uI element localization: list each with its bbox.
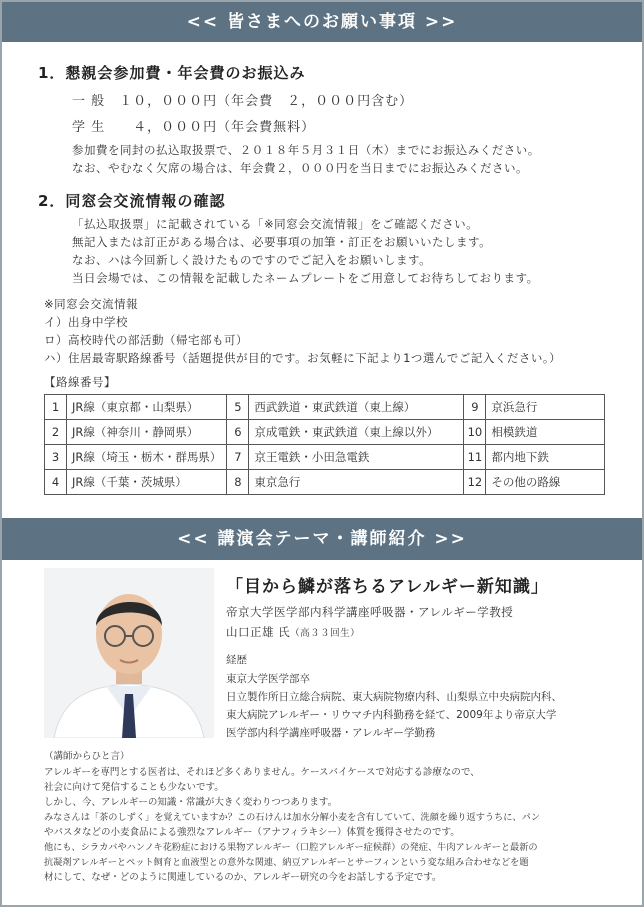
table-row: [45, 420, 605, 445]
message-line: 材にして、なぜ・どのように関連しているのか、アレルギー研究の今をお話しする予定です。: [44, 872, 442, 883]
route-number: 1: [45, 395, 67, 420]
route-name: 京成電鉄・東武鉄道（東上線以外）: [249, 420, 464, 445]
table-row: [45, 445, 605, 470]
route-name: 都内地下鉄: [486, 445, 605, 470]
route-number: 10: [464, 420, 486, 445]
table-row: [45, 395, 605, 420]
career-line: 医学部内科学講座呼吸器・アレルギー学勤務: [226, 727, 436, 739]
lecturer-name-line: [226, 624, 360, 640]
route-number: 11: [464, 445, 486, 470]
route-number: 4: [45, 470, 67, 495]
item2-heading: 2．同窓会交流情報の確認: [38, 192, 226, 210]
lecture-title: 「目から鱗が落ちるアレルギー新知識」: [226, 577, 549, 597]
message-label: （講師からひと言）: [44, 751, 130, 762]
route-name: 京浜急行: [486, 395, 605, 420]
lecturer-name: 山口正雄 氏: [226, 625, 291, 639]
route-number: 12: [464, 470, 486, 495]
route-name: JR線（千葉・茨城県）: [67, 470, 227, 495]
message-line: 社会に向けて発信することも少ないです。: [44, 782, 224, 793]
payment-note-1: 参加費を同封の払込取扱票で、２０１８年５月３１日（木）までにお振込みください。: [72, 143, 540, 157]
fee-student: 学 生 ４，０００円（年会費無料）: [72, 120, 316, 135]
career-line: 日立製作所日立総合病院、東大病院物療内科、山梨県立中央病院内科、: [226, 691, 562, 703]
lecturer-photo: [44, 568, 214, 738]
route-name: 東京急行: [249, 470, 464, 495]
route-number: 8: [227, 470, 249, 495]
career-label: 経歴: [226, 654, 247, 666]
item2-line: なお、ハは今回新しく設けたものですのでご記入をお願いします。: [72, 253, 432, 267]
message-line: やパスタなどの小麦食品による強烈なアレルギー（アナフィラキシー）体質を獲得させたのです。: [44, 827, 460, 838]
route-number: 5: [227, 395, 249, 420]
route-name: JR線（神奈川・静岡県）: [67, 420, 227, 445]
career-line: 東大病院アレルギー・リウマチ内科勤務を経て、2009年より帝京大学: [226, 709, 557, 721]
message-line: アレルギーを専門とする医者は、それほど多くありません。ケースバイケースで対応する診療なので、: [44, 767, 480, 778]
route-label: 【路線番号】: [44, 375, 116, 389]
lecturer-portrait-image: [44, 568, 214, 738]
route-number: 6: [227, 420, 249, 445]
lecturer-affiliation: 帝京大学医学部内科学講座呼吸器・アレルギー学教授: [226, 605, 514, 619]
message-line: 抗凝剤アレルギーとペット飼育と血液型との意外な関連、納豆アレルギーとサーフィンという変な組み合わせなどを題: [44, 857, 529, 868]
item2-line: 当日会場では、この情報を記載したネームプレートをご用意してお待ちしております。: [72, 271, 539, 285]
route-number: 3: [45, 445, 67, 470]
table-row: [45, 470, 605, 495]
message-line: 他にも、シラカバやハンノキ花粉症における果物アレルギー（口腔アレルギー症候群）の発症、牛肉アレルギーと最新の: [44, 842, 538, 853]
route-name: 西武鉄道・東武鉄道（東上線）: [249, 395, 464, 420]
fee-general: 一 般 １０，０００円（年会費 ２，０００円含む）: [72, 94, 414, 109]
career-line: 東京大学医学部卒: [226, 673, 310, 685]
lecturer-class-year: （高３３回生）: [290, 628, 361, 639]
route-name: 相模鉄道: [486, 420, 605, 445]
route-number: 9: [464, 395, 486, 420]
route-number: 2: [45, 420, 67, 445]
route-number: 7: [227, 445, 249, 470]
message-line: みなさんは「茶のしずく」を覚えていますか？この石けんは加水分解小麦を含有していて、洗顔を繰り返すうちに、パン: [44, 812, 540, 823]
route-name: その他の路線: [486, 470, 605, 495]
route-name: JR線（埼玉・栃木・群馬県）: [67, 445, 227, 470]
payment-note-2: なお、やむなく欠席の場合は、年会費２，０００円を当日までにお振込みください。: [72, 161, 528, 175]
item2-line: 無記入または訂正がある場合は、必要事項の加筆・訂正をお願いいたします。: [72, 235, 492, 249]
item1-heading: 1．懇親会参加費・年会費のお振込み: [38, 64, 306, 82]
section-header-lecture: << 講演会テーマ・講師紹介 >>: [2, 518, 642, 560]
exchange-title: ※同窓会交流情報: [44, 297, 139, 311]
route-name: 京王電鉄・小田急電鉄: [249, 445, 464, 470]
item2-line: 「払込取扱票」に記載されている「※同窓会交流情報」をご確認ください。: [72, 217, 479, 231]
route-table: [44, 394, 605, 495]
exchange-item-ha: ハ）住居最寄駅路線番号（話題提供が目的です。お気軽に下記より1つ選んでご記入ください。）: [44, 351, 562, 365]
message-line: しかし、今、アレルギーの知識・常識が大きく変わりつつあります。: [44, 797, 338, 808]
route-name: JR線（東京都・山梨県）: [67, 395, 227, 420]
exchange-item-ro: ロ）高校時代の部活動（帰宅部も可）: [44, 333, 248, 347]
exchange-item-i: イ）出身中学校: [44, 315, 128, 329]
section-header-requests: << 皆さまへのお願い事項 >>: [2, 2, 642, 42]
